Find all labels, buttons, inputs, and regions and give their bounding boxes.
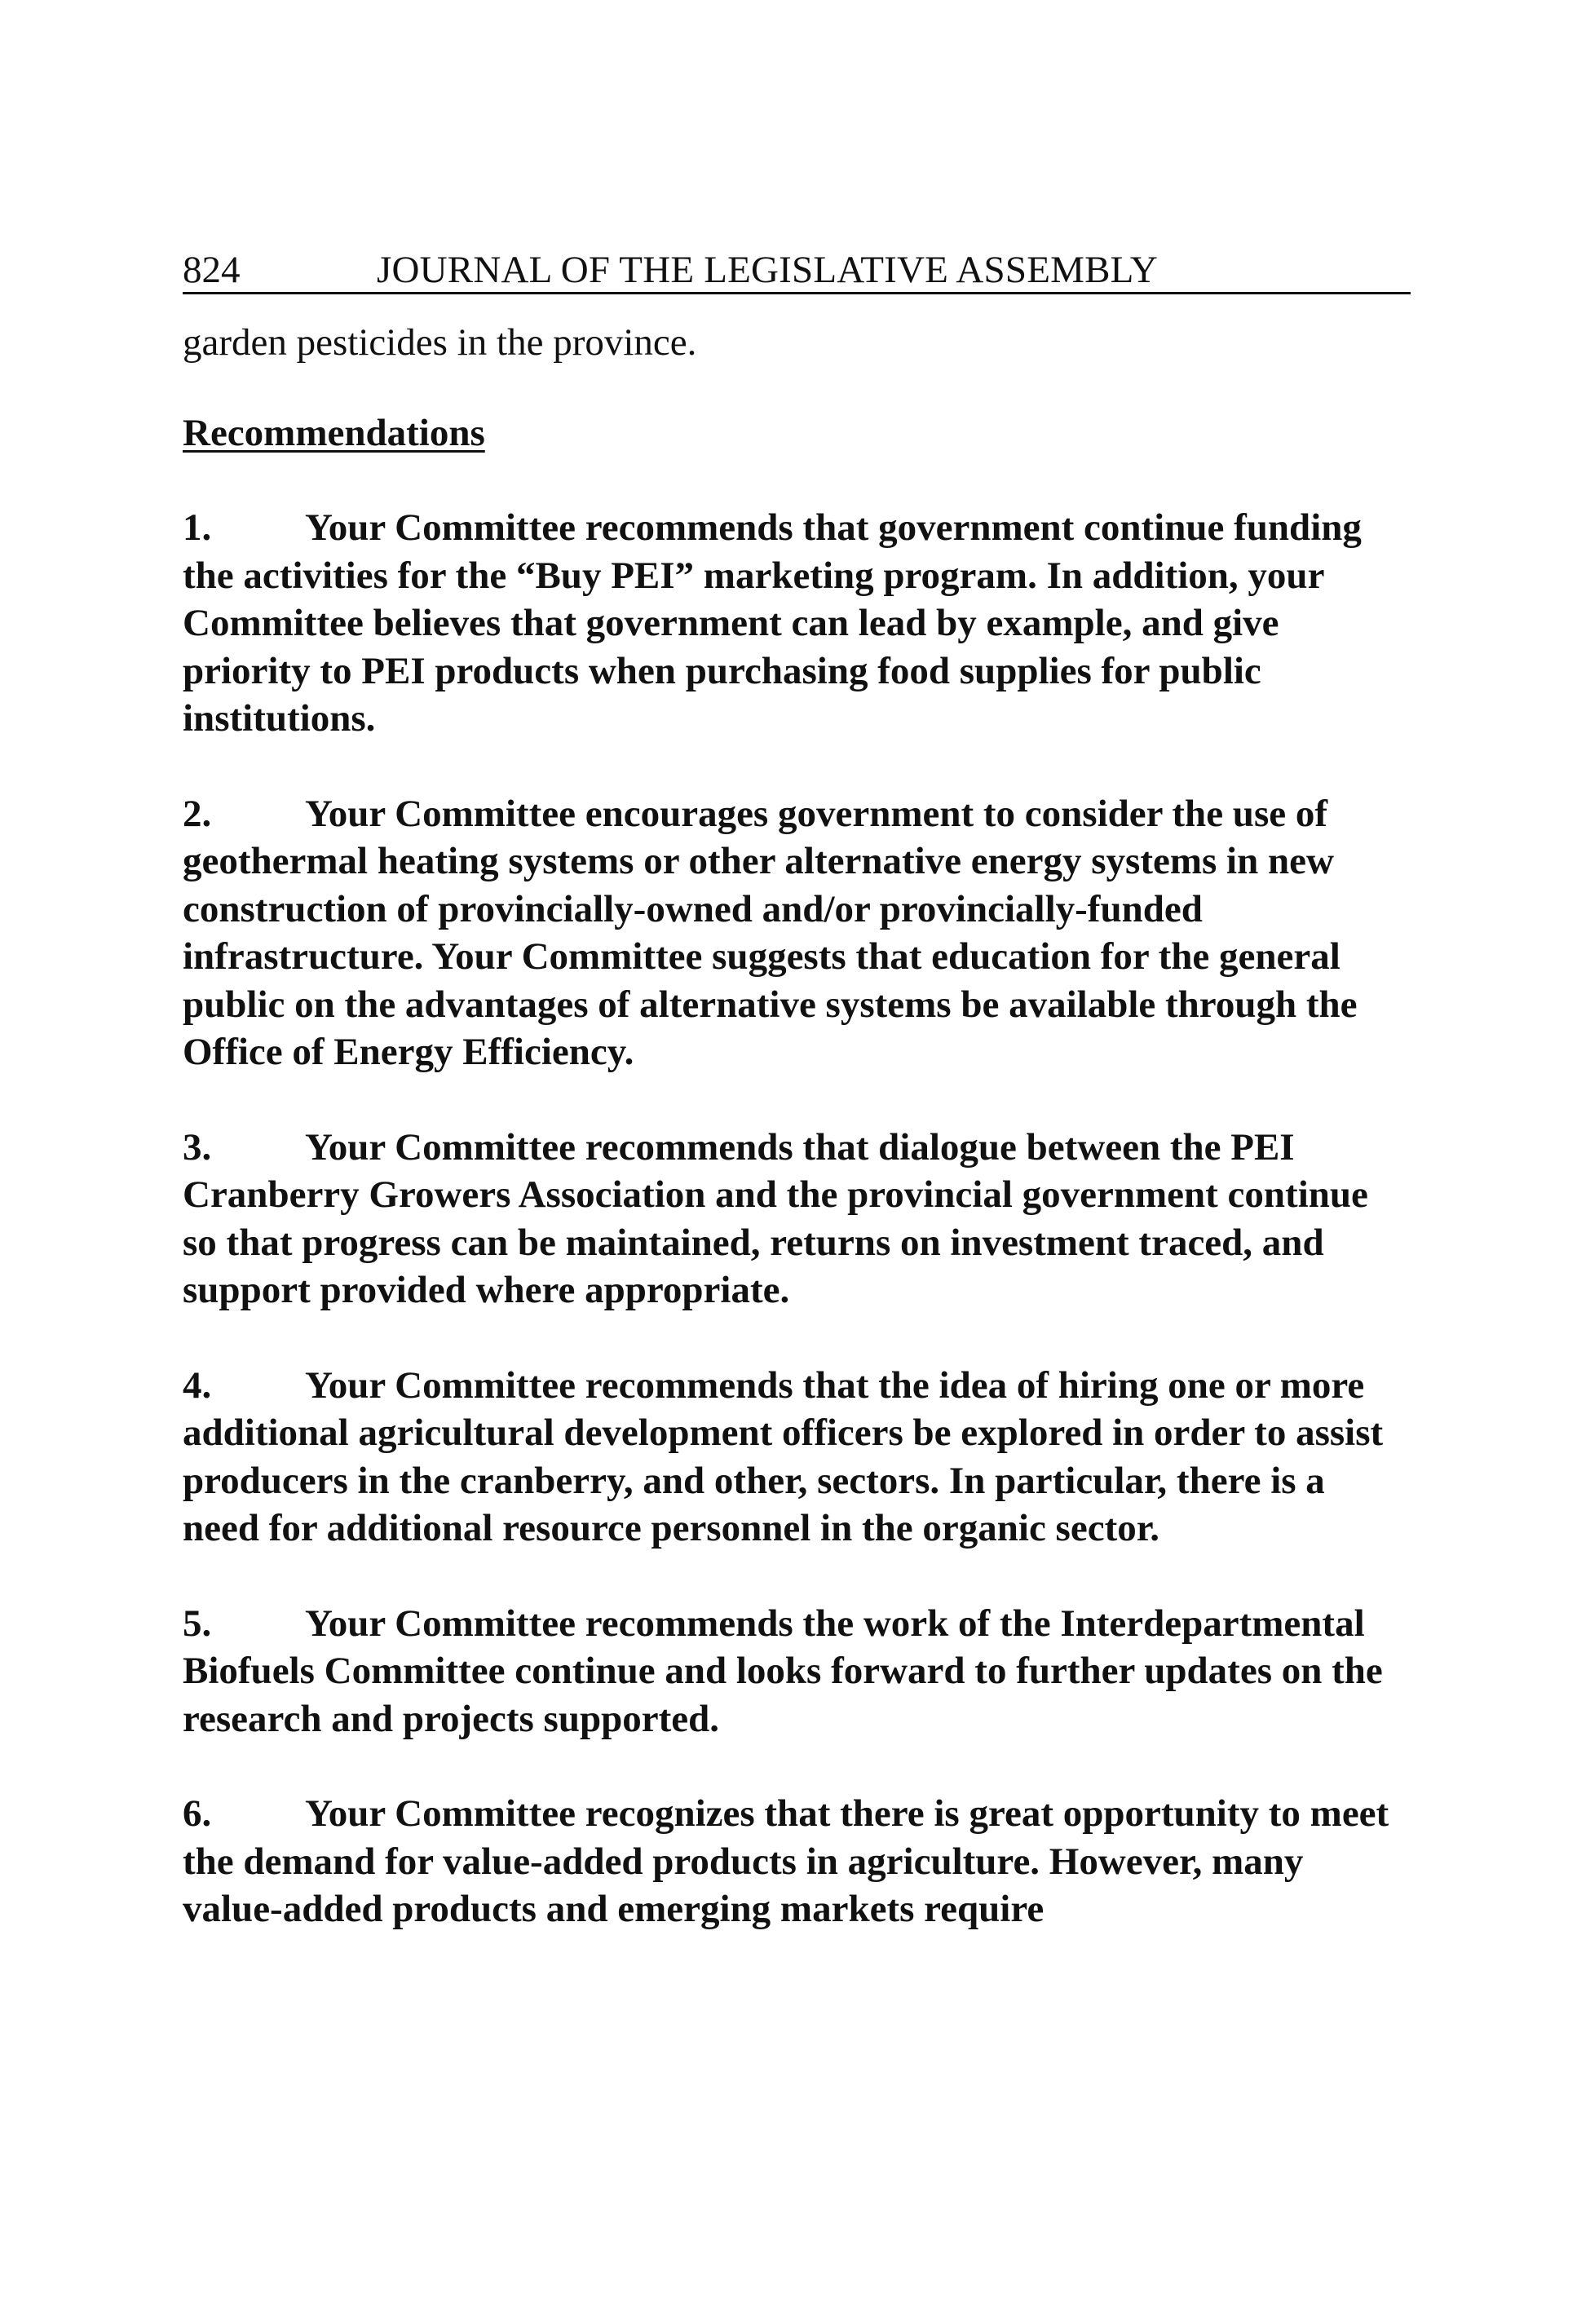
recommendation-5 bbox=[183, 1600, 1411, 1743]
recommendation-number: 6. bbox=[183, 1792, 212, 1835]
journal-title: JOURNAL OF THE LEGISLATIVE ASSEMBLY bbox=[377, 249, 1158, 291]
continuation-text: garden pesticides in the province. bbox=[183, 321, 697, 364]
recommendation-number: 3. bbox=[183, 1125, 212, 1169]
recommendation-number: 1. bbox=[183, 506, 212, 549]
recommendation-text: Your Committee recommends that the idea of hiring one or more additional agricultural development officers be explored in order to assist producers in the cranberry, and other, sectors. In particular, there is a need for additional resource personnel in the organic sector. bbox=[183, 1363, 1384, 1549]
recommendation-text: Your Committee recommends the work of the Interdepartmental Biofuels Committee continue and looks forward to further updates on the research and projects supported. bbox=[183, 1602, 1383, 1740]
recommendation-number: 4. bbox=[183, 1363, 212, 1407]
recommendation-text: Your Committee recommends that government continue funding the activities for the “Buy PEI” marketing program. In addition, your Committee believes that government can lead by example, and give priority to PEI products when purchasing food supplies for public institutions. bbox=[183, 506, 1362, 740]
recommendation-text: Your Committee encourages government to consider the use of geothermal heating systems or other alternative energy systems in new construction of provincially-owned and/or provincially-funded infrastructure. Your Committee suggests that education for the general public on the advantages of alternative systems be available through the Office of Energy Efficiency. bbox=[183, 792, 1358, 1073]
recommendation-2 bbox=[183, 790, 1411, 1076]
recommendation-6 bbox=[183, 1790, 1411, 1933]
recommendation-1 bbox=[183, 504, 1411, 743]
recommendation-number: 2. bbox=[183, 792, 212, 835]
document-page bbox=[183, 245, 1411, 1933]
page-number: 824 bbox=[183, 249, 241, 291]
recommendation-number: 5. bbox=[183, 1602, 212, 1645]
recommendation-3 bbox=[183, 1124, 1411, 1314]
page-header bbox=[183, 245, 1411, 294]
recommendation-4 bbox=[183, 1362, 1411, 1553]
recommendation-text: Your Committee recognizes that there is great opportunity to meet the demand for value-added products in agriculture. However, many value-added products and emerging markets require bbox=[183, 1792, 1389, 1930]
recommendation-text: Your Committee recommends that dialogue between the PEI Cranberry Growers Association and the provincial government continue so that progress can be maintained, returns on investment traced, and support provided where appropriate. bbox=[183, 1125, 1368, 1311]
section-heading: Recommendations bbox=[183, 412, 485, 454]
